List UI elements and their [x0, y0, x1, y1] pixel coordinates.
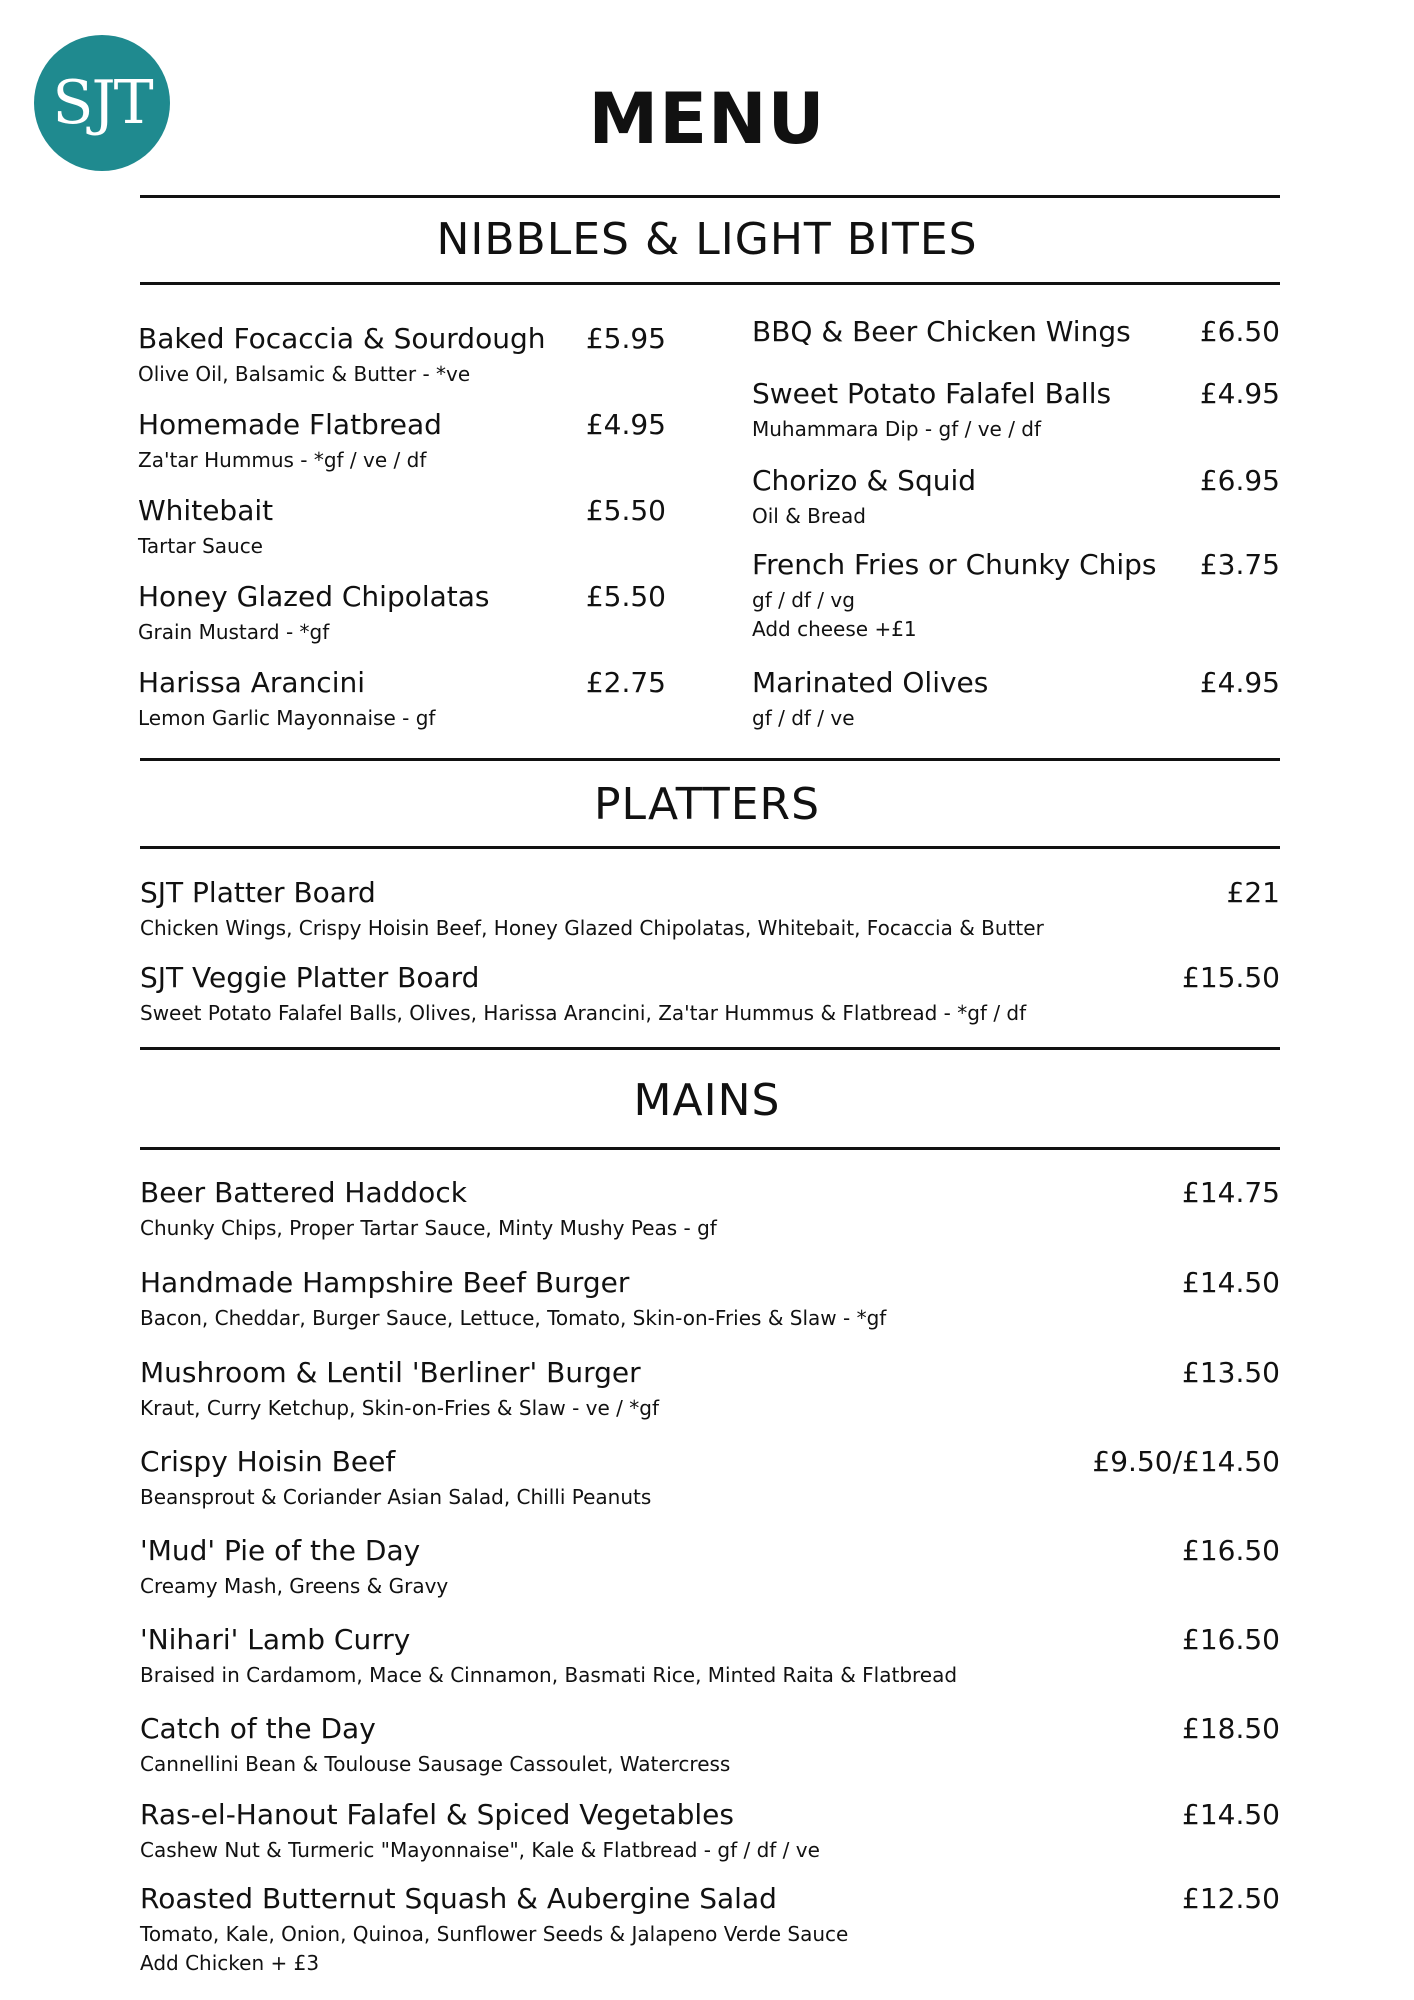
item-price: £14.50 — [1182, 1266, 1280, 1299]
divider — [140, 195, 1280, 198]
item-description: Braised in Cardamom, Mace & Cinnamon, Basmati Rice, Minted Raita & Flatbread — [140, 1663, 958, 1687]
divider — [140, 282, 1280, 285]
item-extra-note: Add cheese +£1 — [752, 617, 917, 641]
item-name: Roasted Butternut Squash & Aubergine Salad — [140, 1882, 777, 1915]
item-price: £3.75 — [1199, 548, 1280, 581]
item-description: Chicken Wings, Crispy Hoisin Beef, Honey Glazed Chipolatas, Whitebait, Focaccia & Butter — [140, 916, 1044, 940]
item-description: Oil & Bread — [752, 504, 866, 528]
item-description: Chunky Chips, Proper Tartar Sauce, Minty Mushy Peas - gf — [140, 1216, 717, 1240]
item-name: Catch of the Day — [140, 1712, 376, 1745]
item-price: £6.95 — [1199, 464, 1280, 497]
item-description: Za'tar Hummus - *gf / ve / df — [138, 448, 427, 472]
item-name: Ras-el-Hanout Falafel & Spiced Vegetables — [140, 1798, 734, 1831]
item-price: £9.50/£14.50 — [1092, 1445, 1280, 1478]
item-description: Beansprout & Coriander Asian Salad, Chilli Peanuts — [140, 1485, 652, 1509]
item-description: Cashew Nut & Turmeric "Mayonnaise", Kale & Flatbread - gf / df / ve — [140, 1838, 820, 1862]
divider — [140, 1147, 1280, 1150]
item-description: Sweet Potato Falafel Balls, Olives, Harissa Arancini, Za'tar Hummus & Flatbread - *gf / df — [140, 1001, 1027, 1025]
item-price: £13.50 — [1182, 1356, 1280, 1389]
item-description: Bacon, Cheddar, Burger Sauce, Lettuce, Tomato, Skin-on-Fries & Slaw - *gf — [140, 1306, 887, 1330]
item-price: £18.50 — [1182, 1712, 1280, 1745]
item-name: Baked Focaccia & Sourdough — [138, 322, 546, 355]
item-price: £14.75 — [1182, 1176, 1280, 1209]
item-description: Creamy Mash, Greens & Gravy — [140, 1574, 449, 1598]
item-name: SJT Platter Board — [140, 876, 376, 909]
item-price: £5.50 — [585, 580, 666, 613]
item-name: Beer Battered Haddock — [140, 1176, 467, 1209]
item-name: Sweet Potato Falafel Balls — [752, 377, 1112, 410]
item-price: £4.95 — [1199, 666, 1280, 699]
item-name: Harissa Arancini — [138, 666, 366, 699]
item-name: Honey Glazed Chipolatas — [138, 580, 490, 613]
item-price: £21 — [1226, 876, 1280, 909]
item-description: Kraut, Curry Ketchup, Skin-on-Fries & Slaw - ve / *gf — [140, 1396, 659, 1420]
item-description: Cannellini Bean & Toulouse Sausage Cassoulet, Watercress — [140, 1752, 731, 1776]
item-description: Tomato, Kale, Onion, Quinoa, Sunflower Seeds & Jalapeno Verde Sauce — [140, 1922, 849, 1946]
item-name: Homemade Flatbread — [138, 408, 442, 441]
divider — [140, 1047, 1280, 1050]
item-name: French Fries or Chunky Chips — [752, 548, 1157, 581]
item-price: £16.50 — [1182, 1534, 1280, 1567]
item-price: £5.95 — [585, 322, 666, 355]
item-price: £12.50 — [1182, 1882, 1280, 1915]
item-description: gf / df / ve — [752, 706, 855, 730]
item-price: £5.50 — [585, 494, 666, 527]
item-name: 'Mud' Pie of the Day — [140, 1534, 421, 1567]
item-description: Olive Oil, Balsamic & Butter - *ve — [138, 362, 471, 386]
item-price: £16.50 — [1182, 1623, 1280, 1656]
item-name: Handmade Hampshire Beef Burger — [140, 1266, 630, 1299]
item-name: 'Nihari' Lamb Curry — [140, 1623, 411, 1656]
item-name: SJT Veggie Platter Board — [140, 961, 480, 994]
divider — [140, 846, 1280, 849]
item-price: £4.95 — [585, 408, 666, 441]
item-description: Grain Mustard - *gf — [138, 620, 330, 644]
item-description: gf / df / vg — [752, 588, 855, 612]
divider — [140, 758, 1280, 761]
item-price: £14.50 — [1182, 1798, 1280, 1831]
item-name: Whitebait — [138, 494, 274, 527]
item-price: £2.75 — [585, 666, 666, 699]
section-title-platters: PLATTERS — [593, 779, 821, 830]
item-description: Tartar Sauce — [138, 534, 263, 558]
menu-title: MENU — [588, 78, 826, 160]
section-title-nibbles: NIBBLES & LIGHT BITES — [436, 214, 978, 265]
item-price: £6.50 — [1199, 315, 1280, 348]
item-name: BBQ & Beer Chicken Wings — [752, 315, 1131, 348]
item-description: Lemon Garlic Mayonnaise - gf — [138, 706, 436, 730]
item-name: Crispy Hoisin Beef — [140, 1445, 396, 1478]
item-name: Marinated Olives — [752, 666, 989, 699]
item-description: Muhammara Dip - gf / ve / df — [752, 417, 1042, 441]
item-extra-note: Add Chicken + £3 — [140, 1951, 320, 1975]
section-title-mains: MAINS — [633, 1075, 781, 1126]
item-name: Mushroom & Lentil 'Berliner' Burger — [140, 1356, 641, 1389]
item-name: Chorizo & Squid — [752, 464, 977, 497]
item-price: £15.50 — [1182, 961, 1280, 994]
logo-text: SJT — [52, 68, 152, 138]
item-price: £4.95 — [1199, 377, 1280, 410]
